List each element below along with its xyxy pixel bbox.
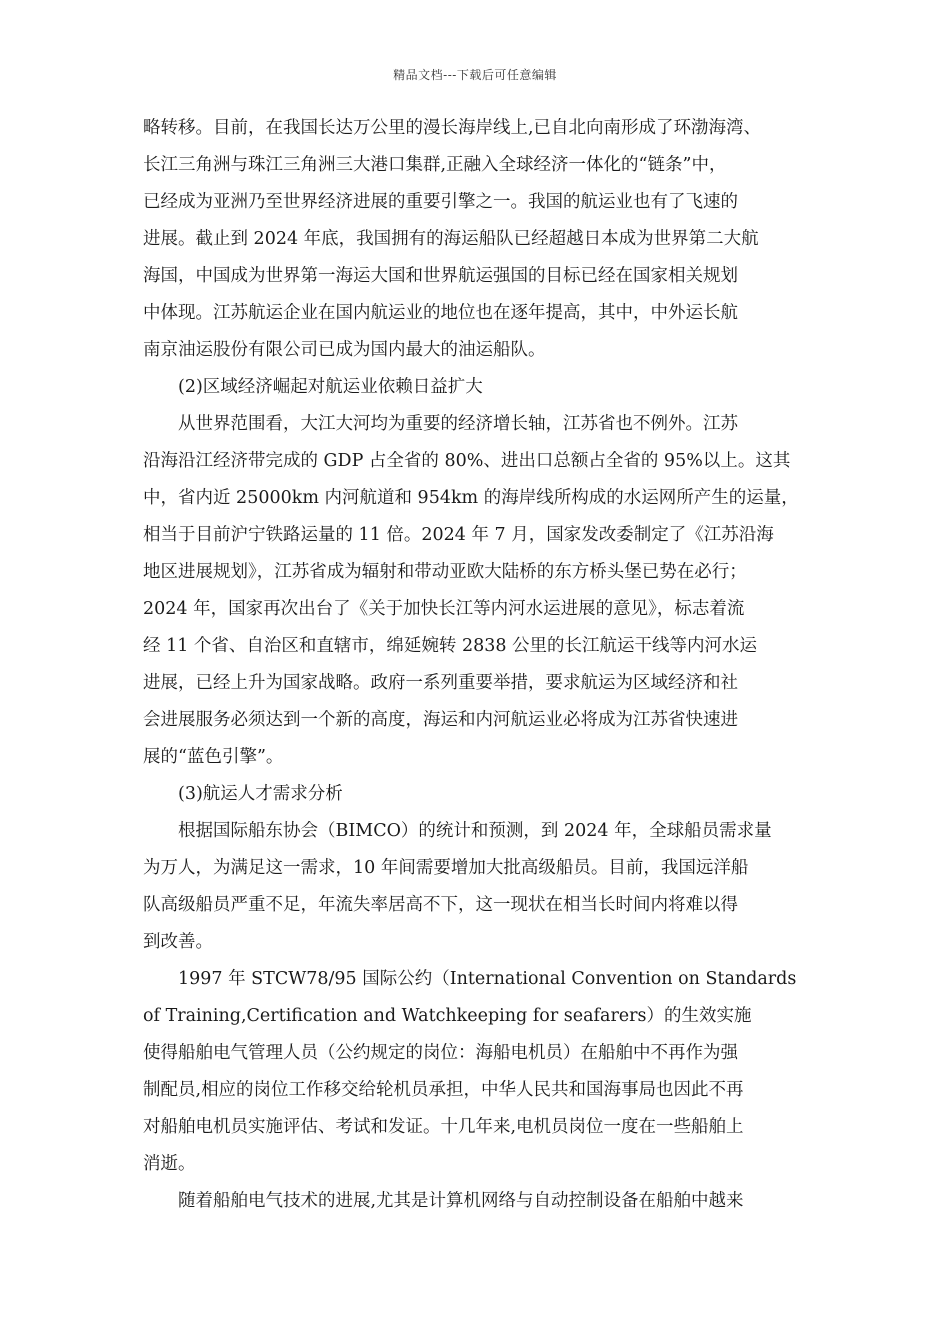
text-line: 相当于目前沪宁铁路运量的 11 倍。2024 年 7 月，国家发改委制定了《江苏沿海 [143, 525, 774, 545]
text-line: 海国，中国成为世界第一海运大国和世界航运强国的目标已经在国家相关规划 [143, 266, 738, 286]
text-line: 沿海沿江经济带完成的 GDP 占全省的 80%、进出口总额占全省的 95%以上。这其 [143, 451, 791, 471]
heading-line: (2)区域经济崛起对航运业依赖日益扩大 [178, 377, 483, 397]
text-line: 制配员,相应的岗位工作移交给轮机员承担，中华人民共和国海事局也因此不再 [143, 1080, 744, 1100]
text-line: 略转移。目前，在我国长达万公里的漫长海岸线上,已自北向南形成了环渤海湾、 [143, 118, 762, 138]
text-line: 对船舶电机员实施评估、考试和发证。十几年来,电机员岗位一度在一些船舶上 [143, 1117, 744, 1137]
text-line: 到改善。 [143, 932, 213, 952]
text-line: 从世界范围看，大江大河均为重要的经济增长轴，江苏省也不例外。江苏 [178, 414, 738, 434]
section-heading-talent-demand [143, 776, 813, 813]
text-line: 进展。截止到 2024 年底，我国拥有的海运船队已经超越日本成为世界第二大航 [143, 229, 759, 249]
text-line: 南京油运股份有限公司已成为国内最大的油运船队。 [143, 340, 546, 360]
paragraph-bimco-forecast [143, 813, 813, 961]
text-line: 展的“蓝色引擎”。 [143, 747, 284, 767]
paragraph-electrical-tech [143, 1183, 813, 1220]
text-line: 中体现。江苏航运企业在国内航运业的地位也在逐年提高，其中，中外运长航 [143, 303, 738, 323]
text-line: 根据国际船东协会（BIMCO）的统计和预测，到 2024 年，全球船员需求量 [178, 821, 772, 841]
text-line: 随着船舶电气技术的进展,尤其是计算机网络与自动控制设备在船舶中越来 [178, 1191, 744, 1211]
text-line: 使得船舶电气管理人员（公约规定的岗位：海船电机员）在船舶中不再作为强 [143, 1043, 738, 1063]
text-line: 经 11 个省、自治区和直辖市，绵延婉转 2838 公里的长江航运干线等内河水运 [143, 636, 758, 656]
text-line: 为万人，为满足这一需求，10 年间需要增加大批高级船员。目前，我国远洋船 [143, 858, 749, 878]
text-line: 长江三角洲与珠江三角洲三大港口集群,正融入全球经济一体化的“链条”中， [143, 155, 727, 175]
text-line: of Training,Certification and Watchkeeping for seafarers）的生效实施 [143, 1006, 752, 1026]
page-header: 精品文档---下载后可任意编辑 [393, 68, 557, 82]
section-heading-regional-economy [143, 369, 813, 406]
text-line: 2024 年，国家再次出台了《关于加快长江等内河水运进展的意见》，标志着流 [143, 599, 745, 619]
document-body [143, 110, 813, 1220]
text-line: 中，省内近 25000km 内河航道和 954km 的海岸线所构成的水运网所产生的运量， [143, 488, 799, 508]
text-line: 已经成为亚洲乃至世界经济进展的重要引擎之一。我国的航运业也有了飞速的 [143, 192, 738, 212]
paragraph-stcw-convention [143, 961, 813, 1183]
text-line: 消逝。 [143, 1154, 196, 1174]
text-line: 1997 年 STCW78/95 国际公约（International Convention on Standards [178, 969, 797, 989]
text-line: 进展，已经上升为国家战略。政府一系列重要举措，要求航运为区域经济和社 [143, 673, 738, 693]
paragraph-regional-economy [143, 406, 813, 776]
heading-line: (3)航运人才需求分析 [178, 784, 343, 804]
text-line: 队高级船员严重不足，年流失率居高不下，这一现状在相当长时间内将难以得 [143, 895, 738, 915]
paragraph-shipping-growth [143, 110, 813, 369]
text-line: 会进展服务必须达到一个新的高度，海运和内河航运业必将成为江苏省快速进 [143, 710, 738, 730]
text-line: 地区进展规划》，江苏省成为辐射和带动亚欧大陆桥的东方桥头堡已势在必行； [143, 562, 747, 582]
